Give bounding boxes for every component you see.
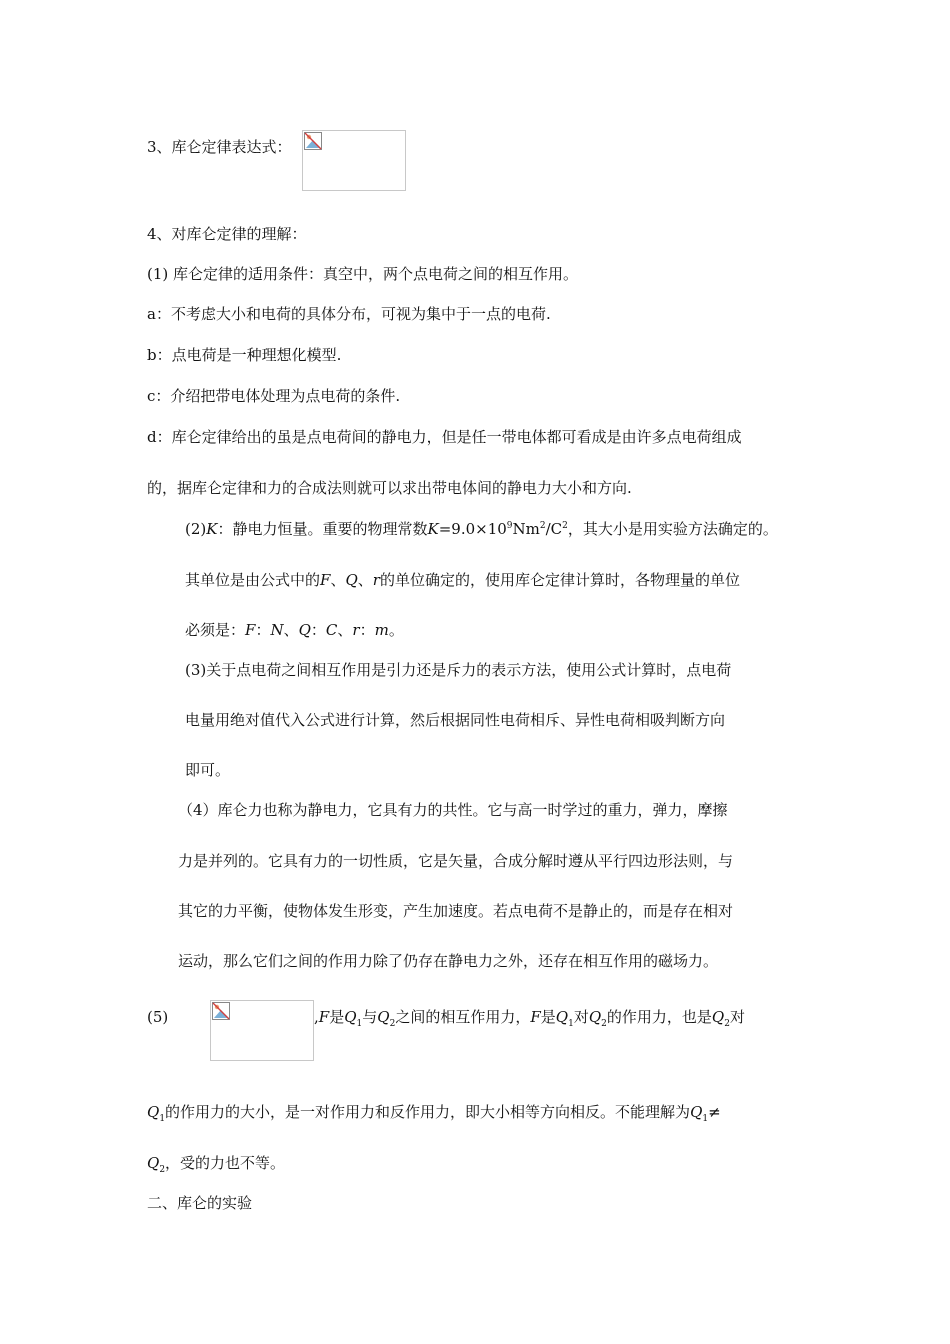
text-run: F [530,1008,541,1026]
para-d-line-1: d：库仑定律给出的虽是点电荷间的静电力，但是任一带电体都可看成是由许多点电荷组成 [147,428,742,446]
text-run: 其单位是由公式中的 [185,571,321,589]
broken-image-icon [304,132,322,150]
para-b: b：点电荷是一种理想化模型. [147,346,342,364]
text-run: r [352,621,360,639]
text-run: 1 [568,1019,574,1029]
text-run: 必须是： [185,621,246,639]
para-c: c：介绍把带电体处理为点电荷的条件. [147,387,401,405]
text-run: 的作用力的大小，是一对作用力和反作用力，即大小相等方向相反。不能理解为 [165,1103,691,1121]
text-run: 2 [539,521,546,531]
para-5-line-1 [314,1007,745,1027]
text-run: ： [359,621,375,639]
text-run: 1 [356,1019,363,1029]
text-run: 2 [562,521,568,531]
formula-image-placeholder-2 [210,1000,314,1061]
text-run: Nm [512,520,540,538]
para-3-line-2: 电量用绝对值代入公式进行计算，然后根据同性电荷相斥、异性电荷相吸判断方向 [185,711,726,729]
text-run: 1 [702,1114,709,1124]
text-run: ，其大小是用实验方法确定的。 [567,520,778,538]
para-2-line-1 [185,519,778,539]
text-run: 之间的相互作用力， [395,1008,531,1026]
text-run: Q [377,1008,390,1026]
text-run: 是 [329,1008,345,1026]
text-run: (2) [185,520,207,538]
section-3-label: 3、库仑定律表达式： [147,138,292,156]
text-run: K [427,520,439,538]
para-1: (1) 库仑定律的适用条件：真空中，两个点电荷之间的相互作用。 [147,265,579,283]
text-run: ，受的力也不等。 [165,1154,286,1172]
text-run: F [320,571,331,589]
text-run: 的作用力，也是 [606,1008,712,1026]
text-run: 1 [159,1114,166,1124]
broken-image-icon [212,1002,230,1020]
para-3-line-3: 即可。 [185,761,231,779]
text-run: Q [588,1008,602,1026]
text-run: 的单位确定的，使用库仑定律计算时，各物理量的单位 [379,571,740,589]
text-run: Q [345,571,358,589]
text-run: ：静电力恒量。重要的物理常数 [217,520,428,538]
text-run: =9.0×10 [438,520,507,538]
text-run: 。 [388,621,404,639]
text-run: 对 [573,1008,589,1026]
text-run: m [374,621,389,639]
text-run: F [318,1008,330,1026]
text-run: Q [344,1008,357,1026]
text-run: 、 [283,621,299,639]
formula-image-placeholder [302,130,406,191]
text-run: 、 [357,571,373,589]
text-run: Q [298,621,311,639]
para-a: a：不考虑大小和电荷的具体分布，可视为集中于一点的电荷. [147,305,551,323]
text-run: , [314,1008,319,1026]
text-run: 2 [389,1019,396,1029]
para-5-line-2 [147,1102,721,1122]
text-run: 与 [362,1008,378,1026]
para-3-line-1: (3)关于点电荷之间相互作用是引力还是斥力的表示方法，使用公式计算时，点电荷 [185,661,732,679]
text-run: Q [690,1103,703,1121]
para-4-line-3: 其它的力平衡，使物体发生形变，产生加速度。若点电荷不是静止的，而是存在相对 [178,902,734,920]
text-run: 2 [724,1019,730,1029]
section-2-title: 二、库仑的实验 [147,1194,253,1212]
text-run: 9 [506,521,513,531]
para-5-number: (5) [147,1008,169,1026]
text-run: N [270,621,284,639]
para-2-line-3 [185,620,404,640]
text-run: K [206,520,218,538]
text-run: /C [545,520,563,538]
text-run: Q [711,1008,725,1026]
text-run: 是 [540,1008,556,1026]
para-5-line-3 [147,1153,285,1173]
text-run: C [325,621,338,639]
text-run: ： [310,621,326,639]
text-run: Q [147,1154,160,1172]
text-run: r [372,571,380,589]
para-4-line-1: （4）库仑力也称为静电力，它具有力的共性。它与高一时学过的重力，弹力，摩擦 [178,801,728,819]
text-run: 、 [330,571,346,589]
para-2-line-2 [185,570,740,590]
text-run: Q [555,1008,569,1026]
para-4-line-4: 运动，那么它们之间的作用力除了仍存在静电力之外，还存在相互作用的磁场力。 [178,952,719,970]
para-d-line-2: 的，据库仑定律和力的合成法则就可以求出带电体间的静电力大小和方向. [147,479,632,497]
text-run: Q [147,1103,160,1121]
text-run: 2 [159,1165,166,1175]
text-run: 对 [729,1008,745,1026]
text-run: ≠ [708,1103,721,1121]
para-4-line-2: 力是并列的。它具有力的一切性质，它是矢量，合成分解时遵从平行四边形法则，与 [178,852,734,870]
text-run: 、 [337,621,353,639]
section-4-title: 4、对库仑定律的理解： [147,225,307,243]
text-run: F [245,621,256,639]
text-run: 2 [601,1019,607,1029]
text-run: ： [255,621,271,639]
